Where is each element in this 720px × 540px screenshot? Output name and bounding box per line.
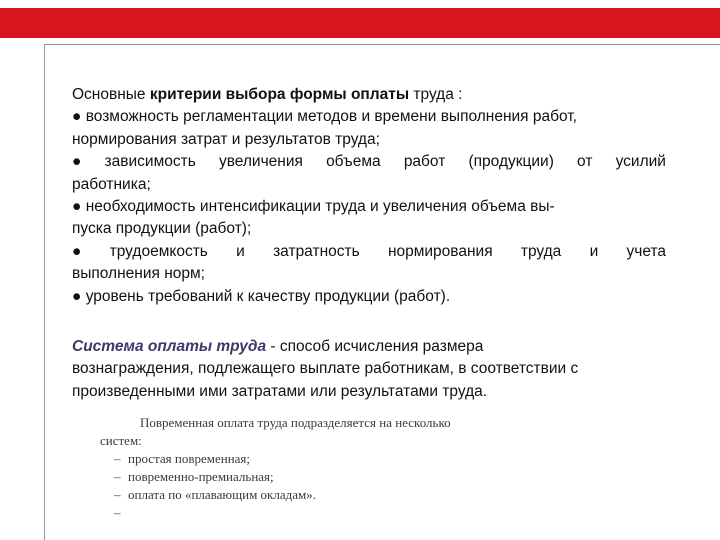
- criteria-bullet-2-cont: работника;: [72, 175, 151, 193]
- criteria-bullet-1-cont: нормирования затрат и результатов труда;: [72, 130, 380, 148]
- criteria-bullet-3-cont: пуска продукции (работ);: [72, 220, 252, 238]
- dash-icon: –: [114, 487, 121, 502]
- header-red-bar: [0, 8, 720, 38]
- scanned-text-excerpt: Повременная оплата труда подразделяется на несколько систем: – простая повременная; – повременно-премиальная; – оплата по «плавающим окладам». –: [100, 414, 560, 522]
- bullet-icon: ●: [72, 108, 82, 126]
- bullet-icon: ●: [72, 198, 82, 216]
- criteria-bullet-4: ● трудоемкость и затратность нормирования труда и учета: [72, 241, 666, 263]
- criteria-bullet-5: ● уровень требований к качеству продукции (работ).: [72, 287, 451, 305]
- criteria-lead-bold: критерии выбора формы оплаты: [149, 86, 410, 103]
- criteria-lead: Основные критерии выбора формы оплаты труда :: [72, 86, 463, 103]
- bullet-icon: ●: [72, 153, 82, 171]
- dash-icon: –: [114, 451, 121, 466]
- list-item: – простая повременная;: [100, 450, 560, 468]
- dash-icon: –: [114, 469, 121, 484]
- criteria-bullet-4-cont: выполнения норм;: [72, 265, 205, 283]
- criteria-bullet-1: ● возможность регламентации методов и времени выполнения работ,: [72, 108, 577, 126]
- criteria-bullet-2: ● зависимость увеличения объема работ (продукции) от усилий: [72, 151, 666, 173]
- horizontal-guide-line: [44, 44, 720, 45]
- system-term: Система оплаты труда: [72, 338, 267, 355]
- bullet-icon: ●: [72, 287, 82, 305]
- list-item: – повременно-премиальная;: [100, 468, 560, 486]
- vertical-guide-line: [44, 44, 45, 540]
- dash-icon: –: [114, 505, 121, 520]
- system-definition: Система оплаты труда - способ исчисления размера вознаграждения, подлежащего выплате работникам, в соответствии с произведенными ими затратами или результатами труда.: [72, 338, 579, 400]
- criteria-block: [72, 84, 666, 308]
- criteria-bullet-3: ● необходимость интенсификации труда и увеличения объема вы-: [72, 198, 555, 216]
- list-item-empty: [100, 504, 560, 522]
- list-item: – оплата по «плавающим окладам».: [100, 486, 560, 504]
- bullet-icon: ●: [72, 242, 82, 260]
